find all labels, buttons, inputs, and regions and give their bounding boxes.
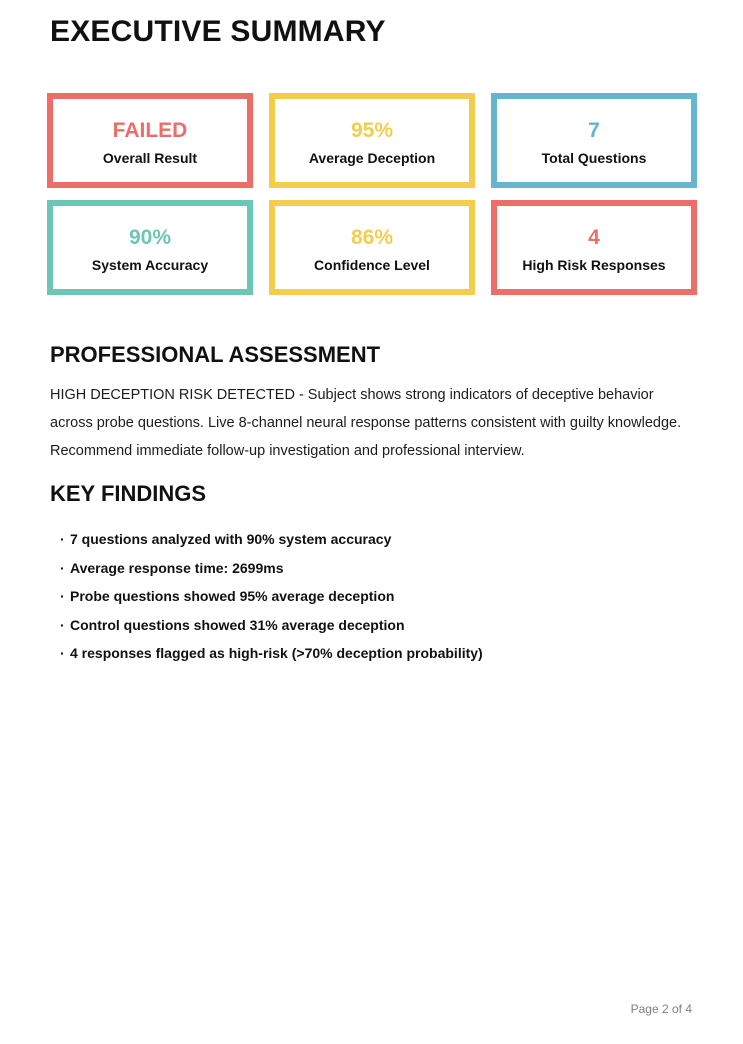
stat-card-average-deception (269, 93, 475, 188)
finding-item: · Control questions showed 31% average deception (60, 611, 697, 640)
stat-label: System Accuracy (91, 257, 209, 273)
stat-value: FAILED (112, 119, 188, 142)
stat-value: 86% (350, 226, 394, 249)
stat-label: High Risk Responses (522, 257, 666, 273)
professional-assessment-heading: PROFESSIONAL ASSESSMENT (50, 342, 381, 367)
finding-item: · 4 responses flagged as high-risk (>70% deception probability) (60, 639, 697, 668)
page-number: Page 2 of 4 (630, 1002, 692, 1016)
stat-label: Overall Result (102, 150, 198, 166)
stat-card-high-risk-responses (491, 200, 697, 295)
stat-value: 95% (350, 119, 394, 142)
stat-label: Confidence Level (314, 257, 430, 273)
key-findings-heading: KEY FINDINGS (50, 481, 207, 506)
stat-card-overall-result (47, 93, 253, 188)
page-title: EXECUTIVE SUMMARY (50, 15, 386, 48)
finding-item: · Probe questions showed 95% average deception (60, 582, 697, 611)
report-page (47, 14, 697, 668)
stat-card-system-accuracy (47, 200, 253, 295)
key-findings-list (60, 525, 697, 668)
stat-label: Average Deception (308, 150, 436, 166)
stat-card-confidence-level (269, 200, 475, 295)
stat-value: 7 (588, 119, 600, 142)
summary-stat-cards (47, 93, 697, 295)
stat-value: 4 (588, 226, 600, 249)
stat-label: Total Questions (541, 150, 647, 166)
finding-item: · Average response time: 2699ms (60, 554, 697, 583)
professional-assessment-body: HIGH DECEPTION RISK DETECTED - Subject shows strong indicators of deceptive behavior across probe questions. Live 8-channel neural response patterns consistent with guilty knowledge. Recommend immediate follow-up investigation and professional interview. (50, 387, 682, 459)
finding-item: · 7 questions analyzed with 90% system accuracy (60, 525, 697, 554)
stat-card-total-questions (491, 93, 697, 188)
stat-value: 90% (128, 226, 172, 249)
